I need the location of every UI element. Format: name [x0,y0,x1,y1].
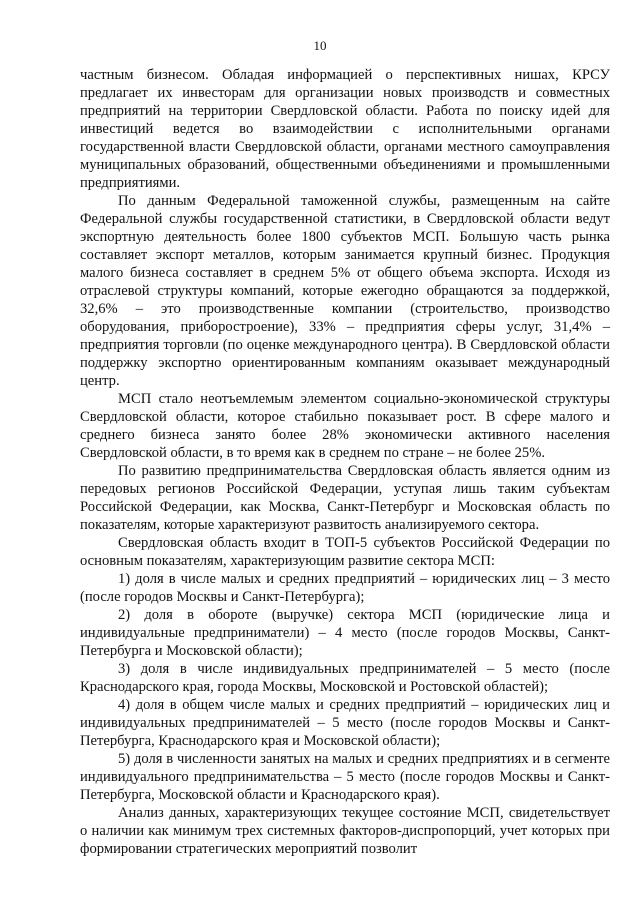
paragraph: Свердловская область входит в ТОП-5 субъектов Российской Федерации по основным показателям, характеризующим развитие сектора МСП: [80,535,610,569]
list-item: 2) доля в обороте (выручке) сектора МСП (юридические лица и индивидуальные предприниматели) – 4 место (после городов Москвы, Санкт-Петербурга и Московской области); [80,607,610,659]
paragraph: МСП стало неотъемлемым элементом социально-экономической структуры Свердловской области, которое стабильно показывает рост. В сфере малого и среднего бизнеса занято более 28% экономически активного населения Свердловской области, в то время как в среднем по стране – не более 25%. [80,391,610,461]
paragraph: По развитию предпринимательства Свердловская область является одним из передовых регионов Российской Федерации, уступая лишь таким субъектам Российской Федерации, как Москва, Санкт-Петербург и Московская область по показателям, которые характеризуют развитость анализируемого сектора. [80,463,610,533]
list-item: 4) доля в общем числе малых и средних предприятий – юридических лиц и индивидуальных предпринимателей – 5 место (после городов Москвы и Санкт-Петербурга, Краснодарского края и Московской области); [80,697,610,749]
body-text [80,66,610,858]
list-item: 3) доля в числе индивидуальных предпринимателей – 5 место (после Краснодарского края, города Москвы, Московской и Ростовской областей); [80,661,610,695]
paragraph: По данным Федеральной таможенной службы, размещенным на сайте Федеральной службы государственной статистики, в Свердловской области ведут экспортную деятельность более 1800 субъектов МСП. Большую часть рынка составляет экспорт металлов, которым занимается крупный бизнес. Продукция малого бизнеса составляет в среднем 5% от общего объема экспорта. Исходя из отраслевой структуры компаний, которые ежегодно обращаются за поддержкой, 32,6% – это производственные компании (строительство, производство оборудования, приборостроение), 33% – предприятия сферы услуг, 31,4% – предприятия торговли (по оценке международного центра). В Свердловской области поддержку экспортно ориентированным компаниям оказывает международный центр. [80,193,610,389]
list-item: 5) доля в численности занятых на малых и средних предприятиях и в сегменте индивидуального предпринимательства – 5 место (после городов Москвы и Санкт-Петербурга, Московской области и Краснодарского края). [80,751,610,803]
page-number: 10 [313,38,327,53]
paragraph: частным бизнесом. Обладая информацией о перспективных нишах, КРСУ предлагает их инвесторам для организации новых производств и совместных предприятий на территории Свердловской области. Работа по поиску идей для инвестиций ведется во взаимодействии с исполнительными органами государственной власти Свердловской области, органами местного самоуправления муниципальных образований, общественными объединениями и промышленными предприятиями. [80,67,610,191]
paragraph: Анализ данных, характеризующих текущее состояние МСП, свидетельствует о наличии как минимум трех системных факторов-диспропорций, учет которых при формировании стратегических мероприятий позволит [80,805,610,857]
list-item: 1) доля в числе малых и средних предприятий – юридических лиц – 3 место (после городов Москвы и Санкт-Петербурга); [80,571,610,605]
